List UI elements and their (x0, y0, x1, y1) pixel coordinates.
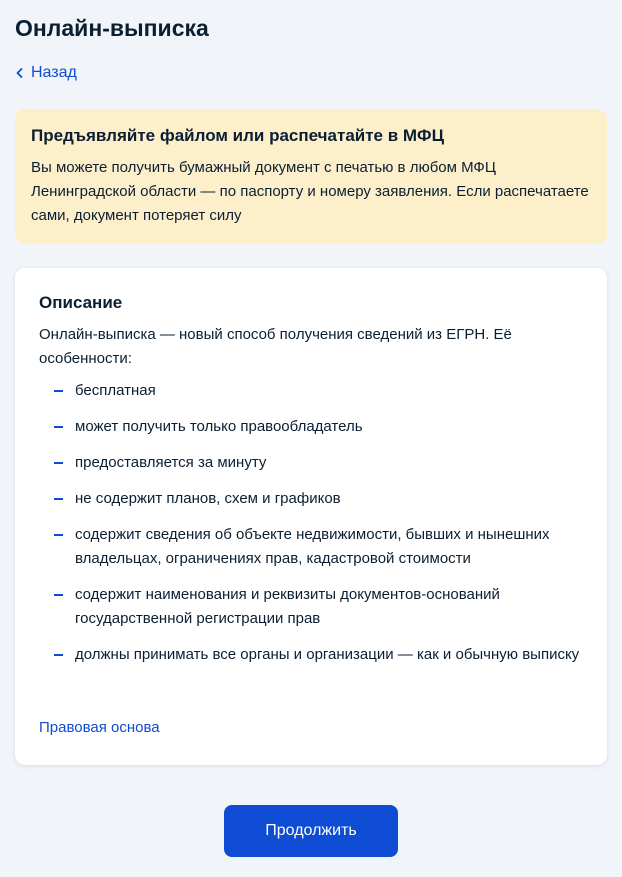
list-item (39, 415, 583, 439)
continue-button[interactable]: Продолжить (224, 805, 398, 857)
dash-bullet-icon (54, 462, 63, 464)
dash-bullet-icon (54, 654, 63, 656)
chevron-left-icon (15, 67, 25, 79)
notice-title: Предъявляйте файлом или распечатайте в МФЦ (31, 126, 444, 145)
description-intro: Онлайн-выписка — новый способ получения сведений из ЕГРН. Её особенности: (39, 326, 512, 367)
page-title: Онлайн-выписка (15, 15, 209, 41)
dash-bullet-icon (54, 594, 63, 596)
list-item (39, 487, 583, 511)
dash-bullet-icon (54, 426, 63, 428)
list-item-text: не содержит планов, схем и графиков (75, 490, 341, 507)
legal-basis-link[interactable]: Правовая основа (39, 719, 160, 736)
dash-bullet-icon (54, 390, 63, 392)
list-item (39, 379, 583, 403)
list-item (39, 451, 583, 475)
back-link[interactable] (15, 61, 77, 85)
feature-list (39, 379, 583, 667)
description-title: Описание (39, 293, 123, 312)
dash-bullet-icon (54, 534, 63, 536)
notice-banner (15, 109, 607, 244)
list-item-text: может получить только правообладатель (75, 418, 363, 435)
list-item-text: бесплатная (75, 382, 156, 399)
list-item (39, 523, 583, 571)
notice-text: Вы можете получить бумажный документ с печатью в любом МФЦ Ленинградской области — по паспорту и номеру заявления. Если распечатаете сами, документ потеряет силу (31, 159, 589, 224)
description-card (15, 268, 607, 765)
list-item-text: должны принимать все органы и организации — как и обычную выписку (75, 646, 580, 663)
list-item (39, 643, 583, 667)
list-item-text: предоставляется за минуту (75, 454, 267, 471)
back-link-label: Назад (31, 64, 77, 81)
list-item (39, 583, 583, 631)
list-item-text: содержит сведения об объекте недвижимости, бывших и нынешних владельцах, ограничениях прав, кадастровой стоимости (75, 526, 550, 567)
dash-bullet-icon (54, 498, 63, 500)
list-item-text: содержит наименования и реквизиты документов-оснований государственной регистрации прав (75, 586, 500, 627)
